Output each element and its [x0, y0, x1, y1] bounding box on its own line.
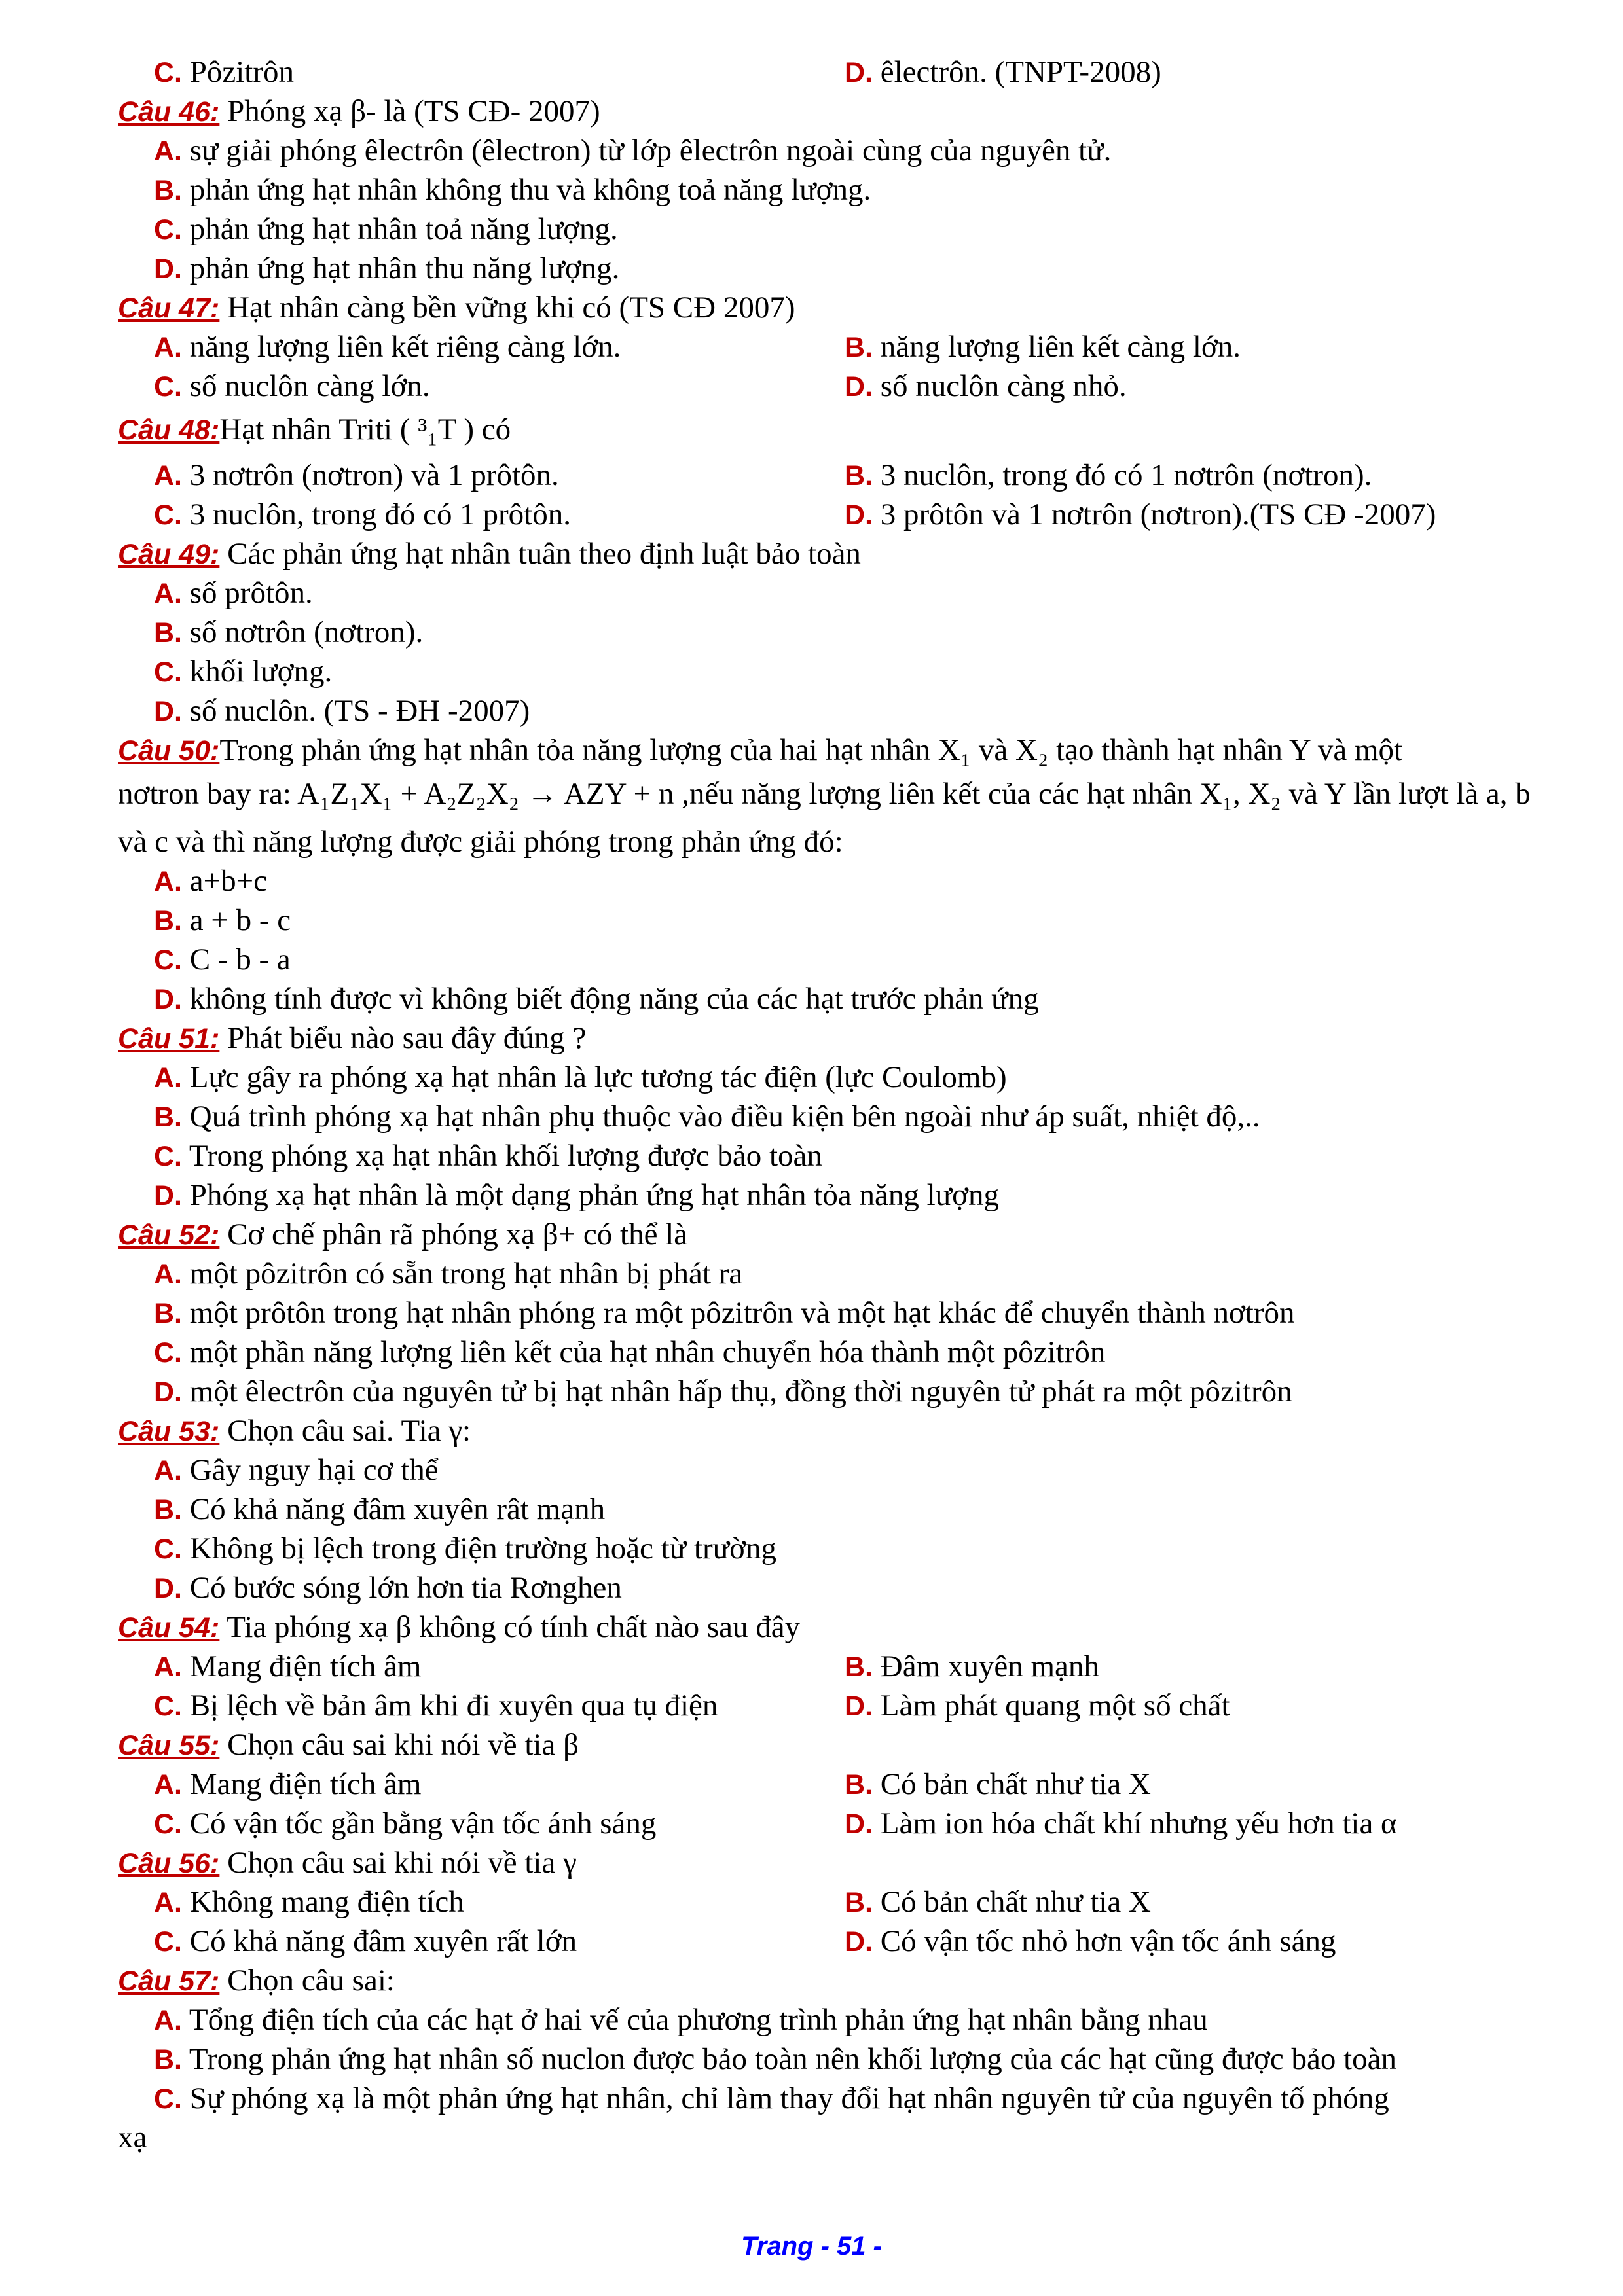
- option-label: B.: [845, 1651, 873, 1683]
- option-label: B.: [154, 1102, 182, 1133]
- text-line: [154, 1804, 656, 1844]
- option-label: D.: [845, 1691, 873, 1722]
- option-text: Có bản chất như tia X: [873, 1885, 1151, 1919]
- option-label: A.: [154, 2005, 182, 2036]
- option-text: Mang điện tích âm: [182, 1649, 422, 1683]
- option-text: Gây nguy hại cơ thể: [182, 1453, 439, 1487]
- text-line: [154, 367, 430, 406]
- option-text: số nuclôn càng nhỏ.: [873, 369, 1127, 403]
- option-text: Có bước sóng lớn hơn tia Rơnghen: [182, 1571, 622, 1605]
- paragraph-text: nơtron bay ra: A₁Z₁X₁ + A₂Z₂X₂ → AZY + n ,nếu năng lượng liên kết của các hạt nhân X₁, X₂ và Y lần lượt là a, b: [118, 777, 1531, 811]
- option-label: A.: [154, 460, 182, 492]
- option-text: một êlectrôn của nguyên tử bị hạt nhân hấp thụ, đồng thời nguyên tử phát ra một pôzitrôn: [182, 1374, 1292, 1408]
- text-line: [154, 131, 1111, 171]
- option-text: 3 nơtrôn (nơtron) và 1 prôtôn.: [182, 458, 559, 492]
- option-text: Có khả năng đâm xuyên rât mạnh: [182, 1492, 606, 1526]
- option-label: A.: [154, 1887, 182, 1918]
- option-text: Mang điện tích âm: [182, 1767, 422, 1801]
- paragraph-text: và c và thì năng lượng được giải phóng trong phản ứng đó:: [118, 825, 843, 859]
- option-label: B.: [154, 175, 182, 206]
- option-label: C.: [154, 656, 182, 688]
- question-text: Chọn câu sai. Tia γ:: [219, 1414, 471, 1448]
- paragraph-text: xạ: [118, 2121, 147, 2155]
- option-label: C.: [154, 1534, 182, 1565]
- option-text: Sự phóng xạ là một phản ứng hạt nhân, chỉ làm thay đổi hạt nhân nguyên tử của nguyên tố phóng: [182, 2081, 1389, 2115]
- text-line: [154, 613, 423, 653]
- text-line: [154, 2039, 1396, 2079]
- text-line: [154, 861, 267, 901]
- text-line: [845, 1922, 1336, 1962]
- option-label: D.: [154, 253, 182, 285]
- option-label: A.: [154, 866, 182, 897]
- option-text: Trong phản ứng hạt nhân số nuclon được bảo toàn nên khối lượng của các hạt cũng được bảo toàn: [182, 2042, 1397, 2076]
- option-text: Làm ion hóa chất khí nhưng yếu hơn tia α: [873, 1806, 1397, 1840]
- question-text: Hạt nhân càng bền vững khi có (TS CĐ 2007): [219, 291, 795, 325]
- text-line: [845, 327, 1241, 367]
- option-text: Bị lệch về bản âm khi đi xuyên qua tụ điện: [182, 1689, 718, 1723]
- option-text: sự giải phóng êlectrôn (êlectron) từ lớp êlectrôn ngoài cùng của nguyên tử.: [182, 134, 1112, 168]
- question-number: Câu 47:: [118, 293, 220, 324]
- option-text: êlectrôn. (TNPT-2008): [873, 55, 1161, 89]
- text-line: [154, 327, 621, 367]
- option-text: Pôzitrôn: [182, 55, 295, 89]
- text-line: [154, 249, 619, 289]
- option-text: Có bản chất như tia X: [873, 1767, 1151, 1801]
- question-text: Chọn câu sai khi nói về tia β: [219, 1728, 579, 1762]
- option-text: Lực gây ra phóng xạ hạt nhân là lực tương tác điện (lực Coulomb): [182, 1060, 1007, 1094]
- text-line: [154, 1647, 421, 1687]
- text-line: [118, 822, 843, 861]
- question-line: [118, 92, 600, 132]
- option-label: A.: [154, 1259, 182, 1290]
- option-text: phản ứng hạt nhân thu năng lượng.: [182, 251, 620, 285]
- text-line: [154, 1254, 742, 1294]
- option-label: C.: [154, 214, 182, 245]
- option-text: phản ứng hạt nhân toả năng lượng.: [182, 212, 618, 246]
- option-label: D.: [845, 57, 873, 88]
- question-line: [118, 1961, 395, 2001]
- text-line: [845, 1647, 1099, 1687]
- text-line: [154, 1450, 439, 1490]
- option-text: Đâm xuyên mạnh: [873, 1649, 1099, 1683]
- text-line: [154, 901, 291, 941]
- text-line: [154, 1686, 718, 1726]
- text-line: [154, 1293, 1295, 1333]
- option-label: D.: [154, 1180, 182, 1211]
- option-label: D.: [845, 499, 873, 531]
- option-text: C - b - a: [182, 942, 291, 977]
- option-label: D.: [845, 371, 873, 403]
- text-line: [845, 495, 1436, 535]
- option-text: một phần năng lượng liên kết của hạt nhân chuyển hóa thành một pôzitrôn: [182, 1335, 1106, 1369]
- option-text: Tổng điện tích của các hạt ở hai vế của phương trình phản ứng hạt nhân bằng nhau: [182, 2003, 1208, 2037]
- question-text: Cơ chế phân rã phóng xạ β+ có thể là: [219, 1217, 688, 1251]
- question-number: Câu 50:: [118, 735, 220, 766]
- question-line: [118, 288, 795, 328]
- option-text: 3 prôtôn và 1 nơtrôn (nơtron).(TS CĐ -2007): [873, 497, 1436, 531]
- question-number: Câu 57:: [118, 1965, 220, 1997]
- text-line: [154, 1136, 822, 1176]
- text-line: [845, 1686, 1230, 1726]
- question-text: Phóng xạ β- là (TS CĐ- 2007): [219, 94, 600, 128]
- question-line: [118, 1607, 800, 1647]
- option-text: năng lượng liên kết càng lớn.: [873, 330, 1241, 364]
- text-line: [154, 1058, 1007, 1098]
- option-label: C.: [154, 1691, 182, 1722]
- option-text: khối lượng.: [182, 655, 333, 689]
- text-line: [154, 940, 291, 980]
- option-label: A.: [154, 1769, 182, 1801]
- question-line: [118, 410, 511, 450]
- option-label: D.: [845, 1808, 873, 1840]
- option-label: D.: [154, 696, 182, 727]
- question-text: Chọn câu sai khi nói về tia γ: [219, 1846, 577, 1880]
- text-line: [154, 691, 530, 731]
- text-line: [154, 2079, 1389, 2119]
- text-line: [154, 1372, 1292, 1412]
- page-footer: Trang - 51 -: [741, 2232, 882, 2261]
- option-text: một pôzitrôn có sẵn trong hạt nhân bị phát ra: [182, 1257, 743, 1291]
- text-line: [154, 456, 559, 495]
- question-text: Phát biểu nào sau đây đúng ?: [219, 1021, 587, 1055]
- option-text: 3 nuclôn, trong đó có 1 nơtrôn (nơtron).: [873, 458, 1372, 492]
- option-text: một prôtôn trong hạt nhân phóng ra một pôzitrôn và một hạt khác để chuyển thành nơtrôn: [182, 1296, 1295, 1330]
- text-line: [845, 456, 1372, 495]
- option-text: phản ứng hạt nhân không thu và không toả năng lượng.: [182, 173, 871, 207]
- text-line: [154, 170, 871, 210]
- question-line: [118, 1843, 577, 1883]
- option-label: A.: [154, 1062, 182, 1094]
- option-text: số nơtrôn (nơtron).: [182, 615, 424, 649]
- question-number: Câu 55:: [118, 1730, 220, 1761]
- text-line: [154, 1333, 1105, 1372]
- text-line: [154, 209, 618, 249]
- option-text: Trong phóng xạ hạt nhân khối lượng được bảo toàn: [182, 1139, 822, 1173]
- option-label: B.: [154, 905, 182, 937]
- text-line: [154, 1568, 622, 1608]
- text-line: [154, 1097, 1260, 1137]
- text-line: [154, 495, 571, 535]
- text-line: [845, 367, 1127, 406]
- option-text: số nuclôn càng lớn.: [182, 369, 430, 403]
- option-text: Có vận tốc gần bằng vận tốc ánh sáng: [182, 1806, 657, 1840]
- option-text: a + b - c: [182, 903, 291, 937]
- option-label: D.: [845, 1926, 873, 1958]
- text-line: [154, 1882, 464, 1922]
- option-label: B.: [154, 617, 182, 649]
- text-line: [845, 1765, 1151, 1804]
- option-label: C.: [154, 1337, 182, 1369]
- text-line: [845, 1804, 1397, 1844]
- option-text: Phóng xạ hạt nhân là một dạng phản ứng hạt nhân tỏa năng lượng: [182, 1178, 999, 1212]
- option-label: B.: [845, 332, 873, 363]
- option-label: C.: [154, 944, 182, 976]
- option-label: B.: [154, 1298, 182, 1329]
- option-text: không tính được vì không biết động năng của các hạt trước phản ứng: [182, 982, 1039, 1016]
- text-line: [154, 1175, 999, 1215]
- option-text: số prôtôn.: [182, 576, 313, 610]
- question-number: Câu 56:: [118, 1848, 220, 1879]
- text-line: [154, 2000, 1208, 2040]
- option-label: B.: [845, 1887, 873, 1918]
- question-text: Hạt nhân Triti ( ³₁T ) có: [219, 412, 511, 446]
- question-line: [118, 1725, 579, 1765]
- option-text: Không bị lệch trong điện trường hoặc từ trường: [182, 1532, 776, 1566]
- question-text: Trong phản ứng hạt nhân tỏa năng lượng của hai hạt nhân X₁ và X₂ tạo thành hạt nhân Y và một: [219, 733, 1403, 767]
- question-number: Câu 49:: [118, 539, 220, 570]
- option-text: Không mang điện tích: [182, 1885, 464, 1919]
- text-line: [154, 652, 332, 692]
- option-text: Có khả năng đâm xuyên rất lớn: [182, 1924, 577, 1958]
- text-line: [154, 1490, 605, 1530]
- option-text: Có vận tốc nhỏ hơn vận tốc ánh sáng: [873, 1924, 1336, 1958]
- text-line: [154, 1922, 577, 1962]
- text-line: [154, 573, 313, 613]
- option-text: 3 nuclôn, trong đó có 1 prôtôn.: [182, 497, 571, 531]
- text-line: [118, 774, 1531, 814]
- option-label: A.: [154, 332, 182, 363]
- option-text: Quá trình phóng xạ hạt nhân phụ thuộc vào điều kiện bên ngoài như áp suất, nhiệt độ,..: [182, 1100, 1260, 1134]
- option-label: B.: [845, 1769, 873, 1801]
- option-label: C.: [154, 499, 182, 531]
- question-text: Tia phóng xạ β không có tính chất nào sau đây: [219, 1610, 801, 1644]
- option-label: C.: [154, 1808, 182, 1840]
- question-number: Câu 46:: [118, 96, 220, 128]
- option-label: C.: [154, 2083, 182, 2115]
- option-label: D.: [154, 1376, 182, 1408]
- question-line: [118, 1018, 586, 1058]
- option-label: B.: [154, 2044, 182, 2075]
- text-line: [154, 979, 1039, 1019]
- question-line: [118, 534, 861, 574]
- question-text: Các phản ứng hạt nhân tuân theo định luật bảo toàn: [219, 537, 861, 571]
- question-number: Câu 48:: [118, 414, 220, 446]
- text-line: [154, 1529, 776, 1569]
- question-number: Câu 52:: [118, 1219, 220, 1251]
- question-text: Chọn câu sai:: [219, 1964, 395, 1998]
- text-line: [845, 1882, 1151, 1922]
- option-label: A.: [154, 1651, 182, 1683]
- option-text: a+b+c: [182, 864, 267, 898]
- option-label: C.: [154, 57, 182, 88]
- option-label: D.: [154, 984, 182, 1015]
- option-label: C.: [154, 1926, 182, 1958]
- question-line: [118, 1215, 687, 1255]
- question-line: [118, 1411, 471, 1451]
- option-label: A.: [154, 578, 182, 609]
- question-line: [118, 730, 1402, 770]
- option-label: A.: [154, 1455, 182, 1486]
- text-line: [845, 52, 1161, 92]
- text-line: [118, 2118, 147, 2157]
- question-number: Câu 53:: [118, 1416, 220, 1447]
- question-number: Câu 51:: [118, 1023, 220, 1054]
- option-text: năng lượng liên kết riêng càng lớn.: [182, 330, 621, 364]
- text-line: [154, 1765, 421, 1804]
- option-text: số nuclôn. (TS - ĐH -2007): [182, 694, 530, 728]
- option-label: D.: [154, 1573, 182, 1604]
- text-line: [154, 52, 294, 92]
- option-label: A.: [154, 135, 182, 167]
- option-label: C.: [154, 1141, 182, 1172]
- option-label: B.: [154, 1494, 182, 1526]
- question-number: Câu 54:: [118, 1612, 220, 1643]
- option-label: B.: [845, 460, 873, 492]
- option-label: C.: [154, 371, 182, 403]
- option-text: Làm phát quang một số chất: [873, 1689, 1230, 1723]
